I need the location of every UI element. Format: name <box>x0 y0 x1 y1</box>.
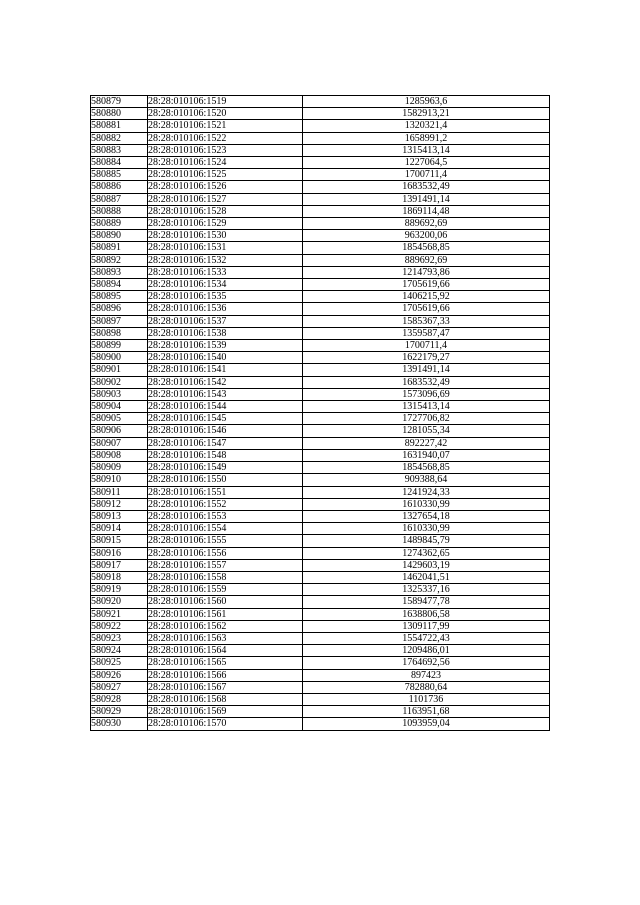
cell-value: 1315413,14 <box>303 401 550 413</box>
table-row <box>91 279 550 291</box>
cell-id: 580904 <box>91 401 148 413</box>
cell-cadastral-number: 28:28:010106:1555 <box>148 535 303 547</box>
cell-cadastral-number: 28:28:010106:1527 <box>148 193 303 205</box>
cell-value: 1274362,65 <box>303 547 550 559</box>
cell-id: 580887 <box>91 193 148 205</box>
cell-value: 1163951,68 <box>303 706 550 718</box>
cell-id: 580896 <box>91 303 148 315</box>
cell-cadastral-number: 28:28:010106:1519 <box>148 96 303 108</box>
cell-cadastral-number: 28:28:010106:1551 <box>148 486 303 498</box>
cell-cadastral-number: 28:28:010106:1543 <box>148 388 303 400</box>
cell-cadastral-number: 28:28:010106:1560 <box>148 596 303 608</box>
table-row <box>91 120 550 132</box>
cell-cadastral-number: 28:28:010106:1534 <box>148 279 303 291</box>
cell-id: 580879 <box>91 96 148 108</box>
cell-value: 1683532,49 <box>303 181 550 193</box>
table-row <box>91 169 550 181</box>
table-row <box>91 608 550 620</box>
cell-id: 580923 <box>91 632 148 644</box>
table-row <box>91 291 550 303</box>
table-row <box>91 352 550 364</box>
table-body <box>91 96 550 731</box>
cell-value: 1315413,14 <box>303 144 550 156</box>
cell-id: 580922 <box>91 620 148 632</box>
cell-value: 963200,06 <box>303 230 550 242</box>
cell-id: 580888 <box>91 205 148 217</box>
cell-id: 580902 <box>91 376 148 388</box>
cell-id: 580918 <box>91 571 148 583</box>
cell-value: 1227064,5 <box>303 157 550 169</box>
cell-id: 580881 <box>91 120 148 132</box>
cell-cadastral-number: 28:28:010106:1532 <box>148 254 303 266</box>
table-row <box>91 230 550 242</box>
cell-cadastral-number: 28:28:010106:1524 <box>148 157 303 169</box>
cell-id: 580916 <box>91 547 148 559</box>
cell-value: 1683532,49 <box>303 376 550 388</box>
cell-value: 1700711,4 <box>303 169 550 181</box>
table-row <box>91 193 550 205</box>
cell-id: 580911 <box>91 486 148 498</box>
cell-cadastral-number: 28:28:010106:1556 <box>148 547 303 559</box>
cell-cadastral-number: 28:28:010106:1550 <box>148 474 303 486</box>
cell-value: 1406215,92 <box>303 291 550 303</box>
cell-value: 1391491,14 <box>303 193 550 205</box>
cell-cadastral-number: 28:28:010106:1533 <box>148 266 303 278</box>
cell-cadastral-number: 28:28:010106:1544 <box>148 401 303 413</box>
table-row <box>91 181 550 193</box>
cell-value: 1854568,85 <box>303 242 550 254</box>
cell-id: 580919 <box>91 584 148 596</box>
cell-cadastral-number: 28:28:010106:1520 <box>148 108 303 120</box>
cell-cadastral-number: 28:28:010106:1559 <box>148 584 303 596</box>
table-row <box>91 388 550 400</box>
cell-value: 782880,64 <box>303 681 550 693</box>
table-row <box>91 486 550 498</box>
cell-value: 1705619,66 <box>303 279 550 291</box>
cell-id: 580929 <box>91 706 148 718</box>
cell-cadastral-number: 28:28:010106:1525 <box>148 169 303 181</box>
table-row <box>91 449 550 461</box>
cell-cadastral-number: 28:28:010106:1540 <box>148 352 303 364</box>
cell-cadastral-number: 28:28:010106:1568 <box>148 693 303 705</box>
cell-cadastral-number: 28:28:010106:1541 <box>148 364 303 376</box>
cell-value: 1429603,19 <box>303 559 550 571</box>
cell-value: 1309117,99 <box>303 620 550 632</box>
cell-id: 580889 <box>91 218 148 230</box>
table-row <box>91 425 550 437</box>
table-row <box>91 340 550 352</box>
cell-cadastral-number: 28:28:010106:1529 <box>148 218 303 230</box>
cell-cadastral-number: 28:28:010106:1526 <box>148 181 303 193</box>
table-row <box>91 132 550 144</box>
table-row <box>91 718 550 730</box>
cell-id: 580906 <box>91 425 148 437</box>
table-row <box>91 693 550 705</box>
cell-cadastral-number: 28:28:010106:1565 <box>148 657 303 669</box>
cell-cadastral-number: 28:28:010106:1531 <box>148 242 303 254</box>
table-row <box>91 437 550 449</box>
cell-id: 580925 <box>91 657 148 669</box>
table-row <box>91 242 550 254</box>
table-row <box>91 571 550 583</box>
cell-cadastral-number: 28:28:010106:1538 <box>148 327 303 339</box>
cell-id: 580920 <box>91 596 148 608</box>
table-row <box>91 376 550 388</box>
cell-id: 580891 <box>91 242 148 254</box>
cell-id: 580895 <box>91 291 148 303</box>
cell-value: 1573096,69 <box>303 388 550 400</box>
table-row <box>91 266 550 278</box>
cell-value: 1854568,85 <box>303 462 550 474</box>
cell-cadastral-number: 28:28:010106:1566 <box>148 669 303 681</box>
cell-value: 1700711,4 <box>303 340 550 352</box>
table-row <box>91 632 550 644</box>
table-row <box>91 315 550 327</box>
cell-cadastral-number: 28:28:010106:1546 <box>148 425 303 437</box>
cell-id: 580909 <box>91 462 148 474</box>
cell-value: 1585367,33 <box>303 315 550 327</box>
table-row <box>91 303 550 315</box>
table-row <box>91 645 550 657</box>
cell-value: 1622179,27 <box>303 352 550 364</box>
table-row <box>91 254 550 266</box>
cell-cadastral-number: 28:28:010106:1558 <box>148 571 303 583</box>
cell-value: 1209486,01 <box>303 645 550 657</box>
table-row <box>91 205 550 217</box>
cell-id: 580927 <box>91 681 148 693</box>
cell-id: 580880 <box>91 108 148 120</box>
cell-id: 580930 <box>91 718 148 730</box>
cell-cadastral-number: 28:28:010106:1523 <box>148 144 303 156</box>
cell-cadastral-number: 28:28:010106:1547 <box>148 437 303 449</box>
cell-id: 580892 <box>91 254 148 266</box>
table-row <box>91 669 550 681</box>
cell-value: 1093959,04 <box>303 718 550 730</box>
cell-value: 1214793,86 <box>303 266 550 278</box>
table-row <box>91 535 550 547</box>
cell-cadastral-number: 28:28:010106:1521 <box>148 120 303 132</box>
cell-id: 580900 <box>91 352 148 364</box>
cell-value: 892227,42 <box>303 437 550 449</box>
cell-cadastral-number: 28:28:010106:1563 <box>148 632 303 644</box>
cell-value: 1281055,34 <box>303 425 550 437</box>
cell-value: 1705619,66 <box>303 303 550 315</box>
cell-value: 1241924,33 <box>303 486 550 498</box>
cell-value: 889692,69 <box>303 254 550 266</box>
cell-id: 580901 <box>91 364 148 376</box>
cell-id: 580899 <box>91 340 148 352</box>
cell-value: 889692,69 <box>303 218 550 230</box>
table-row <box>91 596 550 608</box>
cell-value: 1462041,51 <box>303 571 550 583</box>
cell-id: 580910 <box>91 474 148 486</box>
cell-cadastral-number: 28:28:010106:1536 <box>148 303 303 315</box>
cell-cadastral-number: 28:28:010106:1528 <box>148 205 303 217</box>
table-row <box>91 327 550 339</box>
table-row <box>91 681 550 693</box>
cell-value: 1391491,14 <box>303 364 550 376</box>
cell-cadastral-number: 28:28:010106:1570 <box>148 718 303 730</box>
cell-cadastral-number: 28:28:010106:1542 <box>148 376 303 388</box>
cell-id: 580884 <box>91 157 148 169</box>
table-row <box>91 144 550 156</box>
cell-id: 580928 <box>91 693 148 705</box>
cell-cadastral-number: 28:28:010106:1554 <box>148 523 303 535</box>
cell-value: 1727706,82 <box>303 413 550 425</box>
cell-id: 580882 <box>91 132 148 144</box>
cell-id: 580908 <box>91 449 148 461</box>
cell-value: 1327654,18 <box>303 510 550 522</box>
table-row <box>91 474 550 486</box>
cell-id: 580915 <box>91 535 148 547</box>
cell-cadastral-number: 28:28:010106:1548 <box>148 449 303 461</box>
cell-cadastral-number: 28:28:010106:1557 <box>148 559 303 571</box>
cell-value: 1610330,99 <box>303 498 550 510</box>
table-row <box>91 413 550 425</box>
cell-id: 580921 <box>91 608 148 620</box>
cell-value: 1631940,07 <box>303 449 550 461</box>
cell-value: 1658991,2 <box>303 132 550 144</box>
cell-id: 580890 <box>91 230 148 242</box>
cell-cadastral-number: 28:28:010106:1564 <box>148 645 303 657</box>
cell-value: 1325337,16 <box>303 584 550 596</box>
cell-value: 1638806,58 <box>303 608 550 620</box>
cell-cadastral-number: 28:28:010106:1545 <box>148 413 303 425</box>
table-row <box>91 559 550 571</box>
cell-cadastral-number: 28:28:010106:1552 <box>148 498 303 510</box>
table-row <box>91 584 550 596</box>
cell-id: 580907 <box>91 437 148 449</box>
cell-value: 1285963,6 <box>303 96 550 108</box>
table-row <box>91 96 550 108</box>
table-row <box>91 157 550 169</box>
cell-id: 580913 <box>91 510 148 522</box>
table-row <box>91 401 550 413</box>
cell-id: 580894 <box>91 279 148 291</box>
cell-cadastral-number: 28:28:010106:1562 <box>148 620 303 632</box>
table-row <box>91 620 550 632</box>
table-row <box>91 510 550 522</box>
cell-id: 580883 <box>91 144 148 156</box>
cell-cadastral-number: 28:28:010106:1522 <box>148 132 303 144</box>
cell-value: 1610330,99 <box>303 523 550 535</box>
cell-id: 580912 <box>91 498 148 510</box>
cell-id: 580917 <box>91 559 148 571</box>
cell-cadastral-number: 28:28:010106:1569 <box>148 706 303 718</box>
cell-value: 1582913,21 <box>303 108 550 120</box>
cell-value: 1554722,43 <box>303 632 550 644</box>
cell-cadastral-number: 28:28:010106:1549 <box>148 462 303 474</box>
cell-cadastral-number: 28:28:010106:1530 <box>148 230 303 242</box>
table-row <box>91 498 550 510</box>
cell-value: 909388,64 <box>303 474 550 486</box>
cell-value: 1489845,79 <box>303 535 550 547</box>
cell-id: 580903 <box>91 388 148 400</box>
cell-value: 1101736 <box>303 693 550 705</box>
table-row <box>91 523 550 535</box>
cell-id: 580914 <box>91 523 148 535</box>
table-row <box>91 108 550 120</box>
data-table <box>90 95 550 731</box>
table-row <box>91 218 550 230</box>
cell-cadastral-number: 28:28:010106:1535 <box>148 291 303 303</box>
cell-value: 1869114,48 <box>303 205 550 217</box>
cell-cadastral-number: 28:28:010106:1567 <box>148 681 303 693</box>
cell-id: 580893 <box>91 266 148 278</box>
cell-cadastral-number: 28:28:010106:1539 <box>148 340 303 352</box>
cell-value: 897423 <box>303 669 550 681</box>
cell-id: 580885 <box>91 169 148 181</box>
cell-value: 1589477,78 <box>303 596 550 608</box>
cell-value: 1764692,56 <box>303 657 550 669</box>
cell-id: 580926 <box>91 669 148 681</box>
table-row <box>91 657 550 669</box>
cell-id: 580924 <box>91 645 148 657</box>
cell-id: 580898 <box>91 327 148 339</box>
table-row <box>91 364 550 376</box>
cell-id: 580905 <box>91 413 148 425</box>
cell-value: 1359587,47 <box>303 327 550 339</box>
table-row <box>91 706 550 718</box>
table-row <box>91 547 550 559</box>
cell-id: 580886 <box>91 181 148 193</box>
cell-id: 580897 <box>91 315 148 327</box>
cell-cadastral-number: 28:28:010106:1537 <box>148 315 303 327</box>
table-row <box>91 462 550 474</box>
cell-cadastral-number: 28:28:010106:1553 <box>148 510 303 522</box>
cell-value: 1320321,4 <box>303 120 550 132</box>
cell-cadastral-number: 28:28:010106:1561 <box>148 608 303 620</box>
